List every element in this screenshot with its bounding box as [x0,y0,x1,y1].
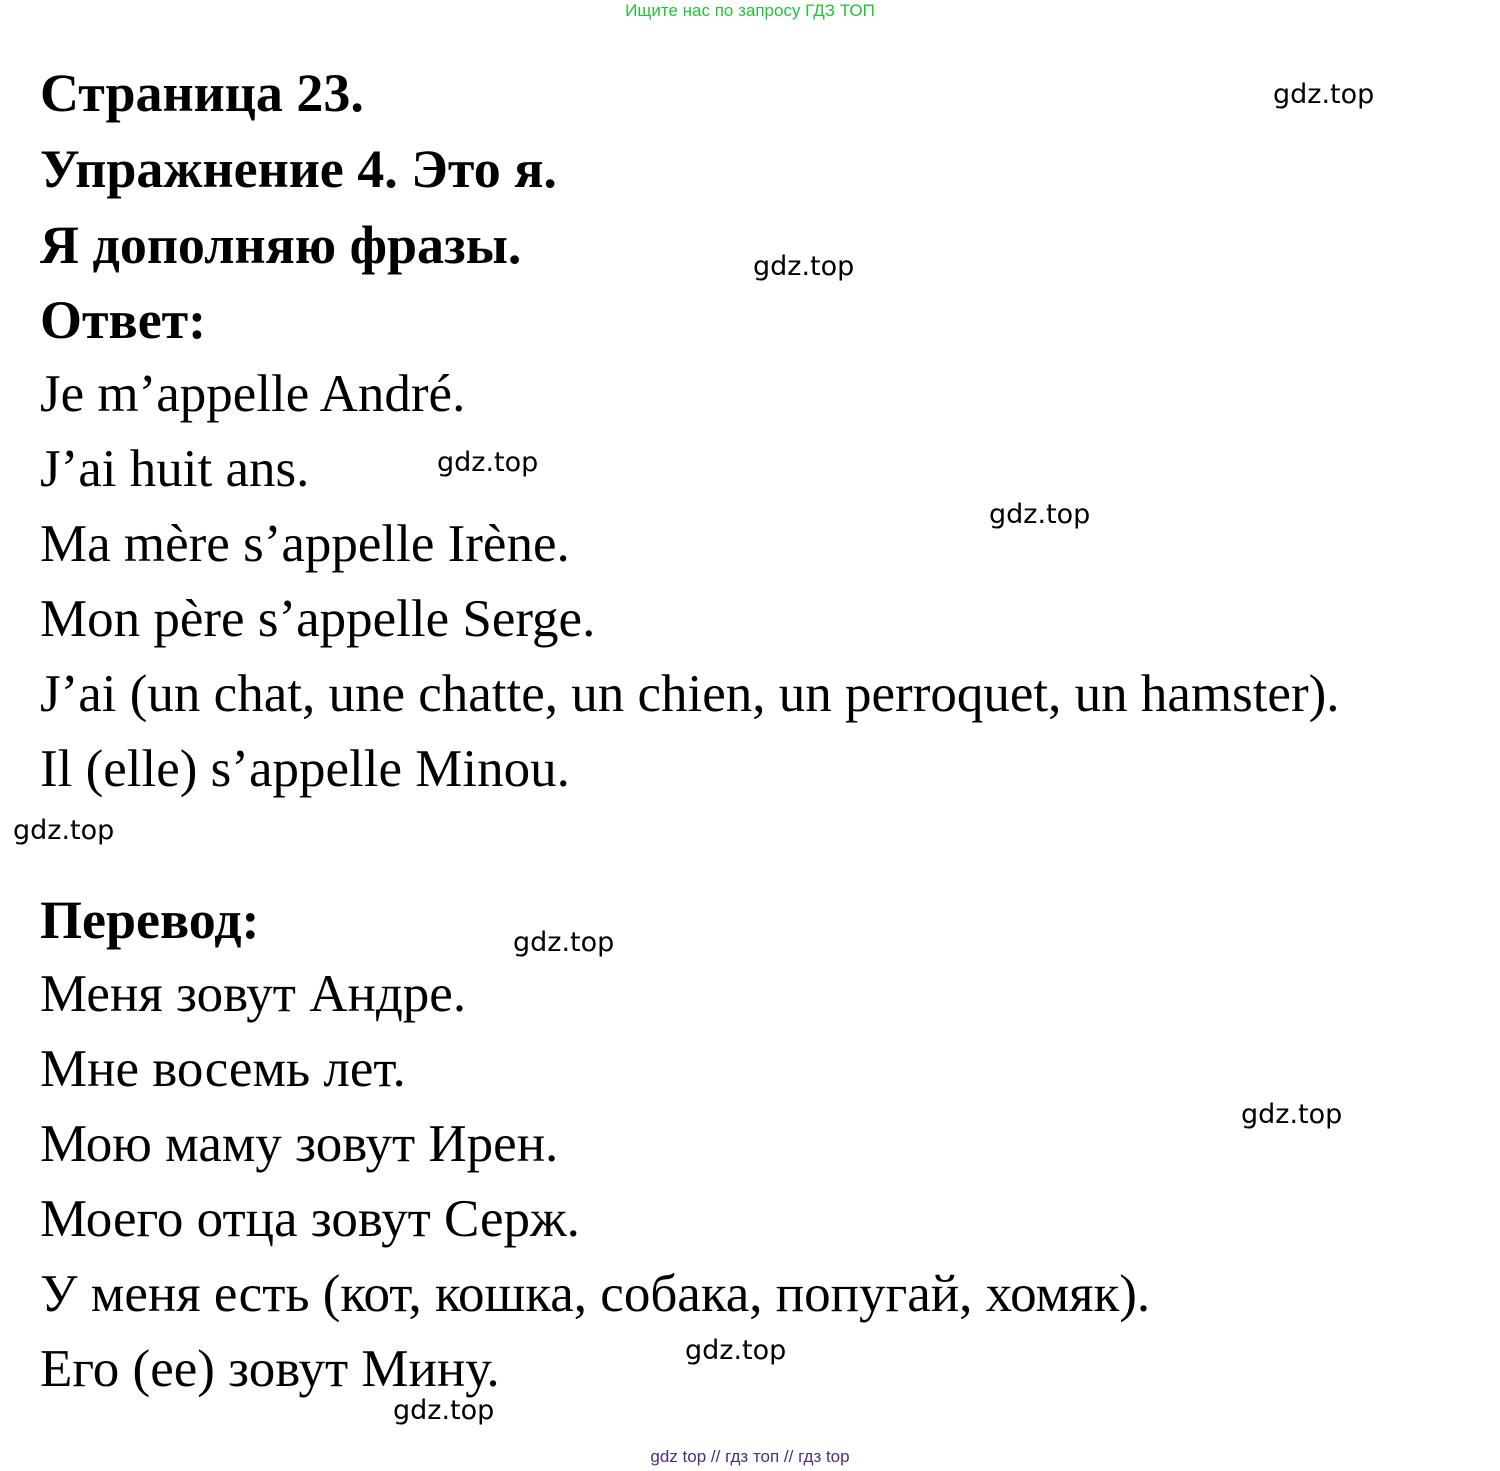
answer-line: J’ai huit ans. [40,440,310,498]
answer-line: Mon père s’appelle Serge. [40,590,596,648]
answer-line: Je m’appelle André. [40,365,466,423]
watermark: gdz.top [1273,79,1375,110]
answer-line: Il (elle) s’appelle Minou. [40,740,570,798]
task-title: Я дополняю фразы. [40,215,522,275]
answer-line: Ma mère s’appelle Irène. [40,515,570,573]
watermark: gdz.top [393,1395,495,1426]
translation-line: Моего отца зовут Серж. [40,1190,580,1248]
watermark: gdz.top [13,815,115,846]
watermark: gdz.top [989,499,1091,530]
translation-line: Мою маму зовут Ирен. [40,1115,559,1173]
watermark: gdz.top [753,251,855,282]
watermark: gdz.top [513,927,615,958]
top-search-banner: Ищите нас по запросу ГДЗ ТОП [625,1,875,20]
translation-line: Мне восемь лет. [40,1040,406,1098]
exercise-title: Упражнение 4. Это я. [40,139,557,199]
watermark: gdz.top [1241,1099,1343,1130]
translation-line: Его (ее) зовут Мину. [40,1340,500,1398]
answer-line: J’ai (un chat, une chatte, un chien, un perroquet, un hamster). [40,665,1340,723]
watermark: gdz.top [437,447,539,478]
footer-watermark: gdz top // гдз топ // гдз top [650,1447,850,1466]
page-title: Страница 23. [40,63,364,123]
translation-line: У меня есть (кот, кошка, собака, попугай, хомяк). [40,1265,1151,1323]
watermark: gdz.top [685,1335,787,1366]
answer-label: Ответ: [40,290,207,350]
translation-line: Меня зовут Андре. [40,965,467,1023]
translation-label: Перевод: [40,890,260,950]
